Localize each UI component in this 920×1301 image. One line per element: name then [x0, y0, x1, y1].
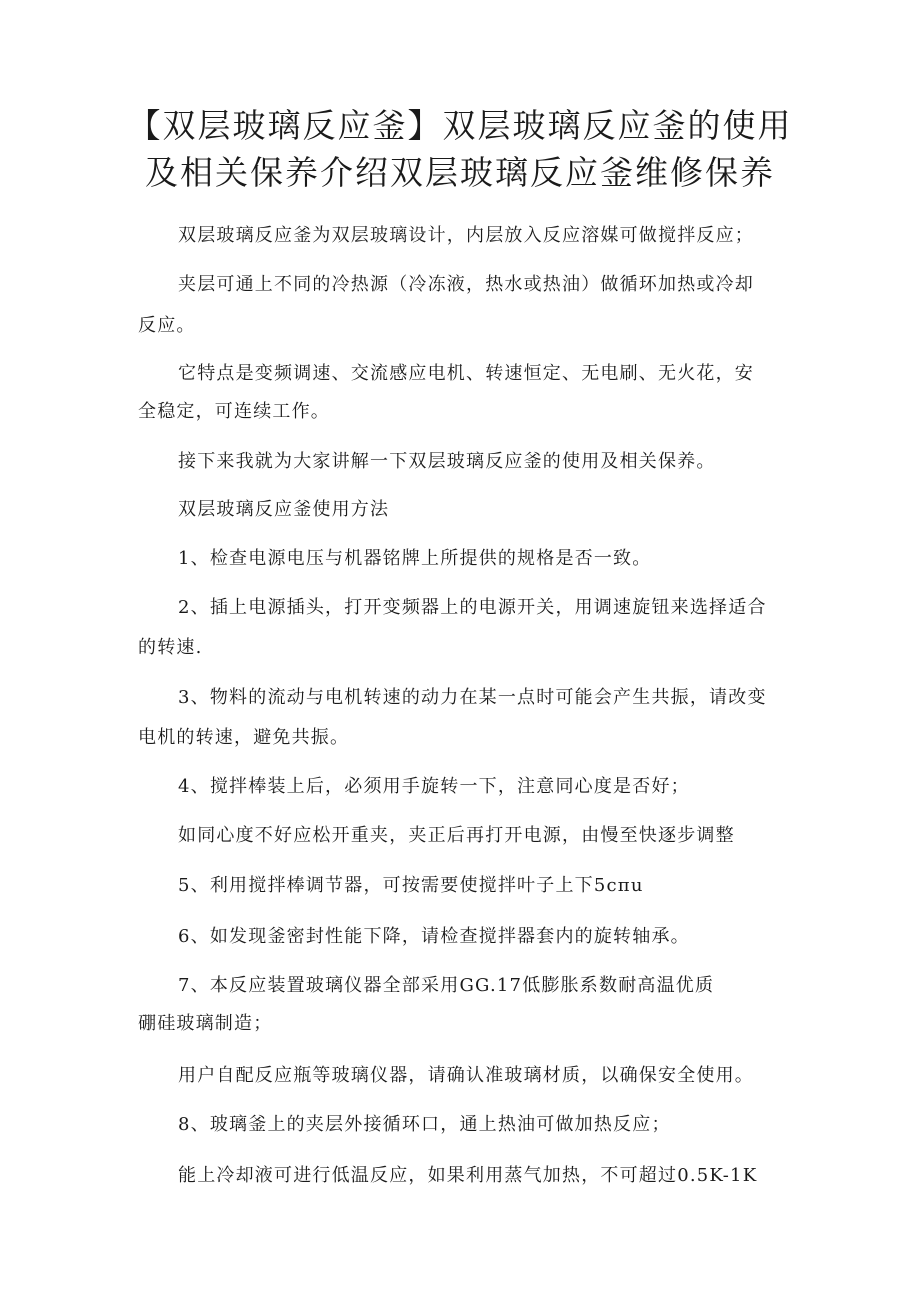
document-title-line-2: 及相关保养介绍双层玻璃反应釜维修保养 [145, 153, 775, 192]
list-item-continuation: 的转速. [138, 637, 203, 658]
document-title-line-1: 【双层玻璃反应釜】双层玻璃反应釜的使用 [127, 106, 793, 145]
list-item: 7、本反应装置玻璃仪器全部采用GG.17低膨胀系数耐高温优质 [178, 975, 715, 996]
list-item: 5、利用搅拌棒调节器，可按需要使搅拌叶子上下5cπu [178, 875, 644, 896]
section-heading: 双层玻璃反应釜使用方法 [178, 499, 390, 520]
paragraph-line: 它特点是变频调速、交流感应电机、转速恒定、无电刷、无火花，安 [178, 363, 754, 384]
list-item-continuation: 硼硅玻璃制造； [138, 1013, 273, 1034]
paragraph-line: 夹层可通上不同的冷热源（冷冻液，热水或热油）做循环加热或冷却 [178, 274, 754, 295]
list-item: 6、如发现釜密封性能下降，请检查搅拌器套内的旋转轴承。 [178, 926, 690, 947]
paragraph-line: 如同心度不好应松开重夹，夹正后再打开电源，由慢至快逐步调整 [178, 825, 735, 846]
list-item: 2、插上电源插头，打开变频器上的电源开关，用调速旋钮来选择适合 [178, 597, 767, 618]
paragraph-line: 全稳定，可连续工作。 [138, 401, 330, 422]
paragraph-line: 用户自配反应瓶等玻璃仪器，请确认准玻璃材质，以确保安全使用。 [178, 1065, 754, 1086]
list-item: 3、物料的流动与电机转速的动力在某一点时可能会产生共振，请改变 [178, 687, 767, 708]
list-item: 8、玻璃釜上的夹层外接循环口，通上热油可做加热反应； [178, 1114, 671, 1135]
list-item-continuation: 电机的转速，避免共振。 [138, 727, 350, 748]
paragraph-line: 接下来我就为大家讲解一下双层玻璃反应釜的使用及相关保养。 [178, 451, 716, 472]
list-item: 1、检查电源电压与机器铭牌上所提供的规格是否一致。 [178, 548, 652, 569]
paragraph-line: 反应。 [138, 315, 196, 336]
paragraph-line: 能上冷却液可进行低温反应，如果利用蒸气加热，不可超过0.5K-1K [178, 1165, 758, 1186]
paragraph-line: 双层玻璃反应釜为双层玻璃设计，内层放入反应溶媒可做搅拌反应； [178, 225, 754, 246]
list-item: 4、搅拌棒装上后，必须用手旋转一下，注意同心度是否好； [178, 776, 690, 797]
